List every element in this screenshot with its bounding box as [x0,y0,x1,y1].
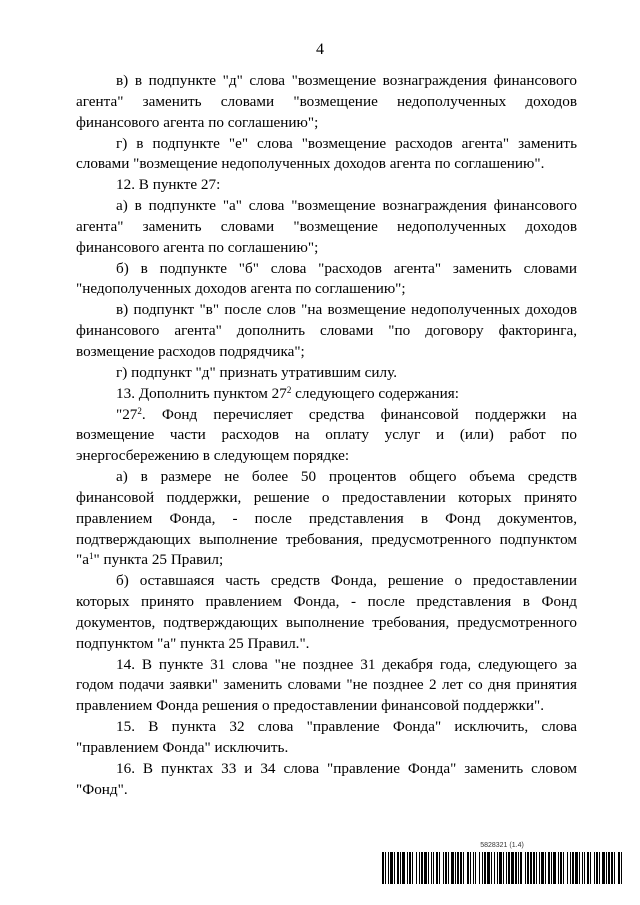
paragraph: 14. В пункте 31 слова "не позднее 31 декабря года, следующего за годом подачи заявки" заменить словами "не позднее 2 лет со дня принятия правлением Фонда решения о предоставлении финансовой поддержки". [76,655,577,715]
paragraph: б) оставшаяся часть средств Фонда, решение о предоставлении которых принято правлением Фонда, - после представления в Фонд документов, подтверждающих выполнение требования, предусмотренного подпунктом "а" пункта 25 Правил.". [76,572,577,652]
superscript: 1 [88,551,94,562]
paragraph: 16. В пунктах 33 и 34 слова "правление Фонда" заменить словом "Фонд". [76,759,577,798]
paragraph: "$27^2$. Фонд перечисляет средства финансовой поддержки на возмещение части расходов на оплату услуг и (или) работ по энергосбережению в следующем порядке: [76,405,577,465]
paragraph: г) подпункт "д" признать утратившим силу. [116,363,398,381]
document-body [76,71,577,801]
barcode-caption: 5828321 (1.4) [480,842,524,849]
paragraph: 13. Дополнить пунктом $27^2$ следующего содержания: [116,384,459,402]
paragraph: г) в подпункте "е" слова "возмещение расходов агента" заменить словами "возмещение недополученных доходов агента по соглашению". [76,134,577,173]
paragraph: 12. В пункте 27: [116,176,221,194]
paragraph: б) в подпункте "б" слова "расходов агента" заменить словами "недополученных доходов агента по соглашению"; [76,259,577,298]
page-number: 4 [316,41,324,58]
paragraph: 15. В пункта 32 слова "правление Фонда" исключить, слова "правлением Фонда" исключить. [76,718,577,756]
paragraph: а) в подпункте "а" слова "возмещение вознаграждения финансового агента" заменить словами "возмещение недополученных доходов финансового агента по соглашению"; [76,197,577,256]
paragraph: в) в подпункте "д" слова "возмещение вознаграждения финансового агента" заменить словами "возмещение недополученных доходов финансового агента по соглашению"; [76,72,577,131]
paragraph: а) в размере не более 50 процентов общего объема средств финансовой поддержки, решение о предоставлении которых принято правлением Фонда, - после представления в Фонд документов, подтверждающих выполнение требования, предусмотренного подпунктом "$а^1$" пункта 25 Правил; [76,468,577,569]
paragraph: в) подпункт "в" после слов "на возмещение недополученных доходов финансового агента" дополнить словами "по договору факторинга, возмещение расходов подрядчика"; [76,301,577,360]
superscript: 2 [286,384,292,395]
barcode [382,842,622,886]
superscript: 2 [137,405,142,416]
barcode-bars [382,852,622,884]
